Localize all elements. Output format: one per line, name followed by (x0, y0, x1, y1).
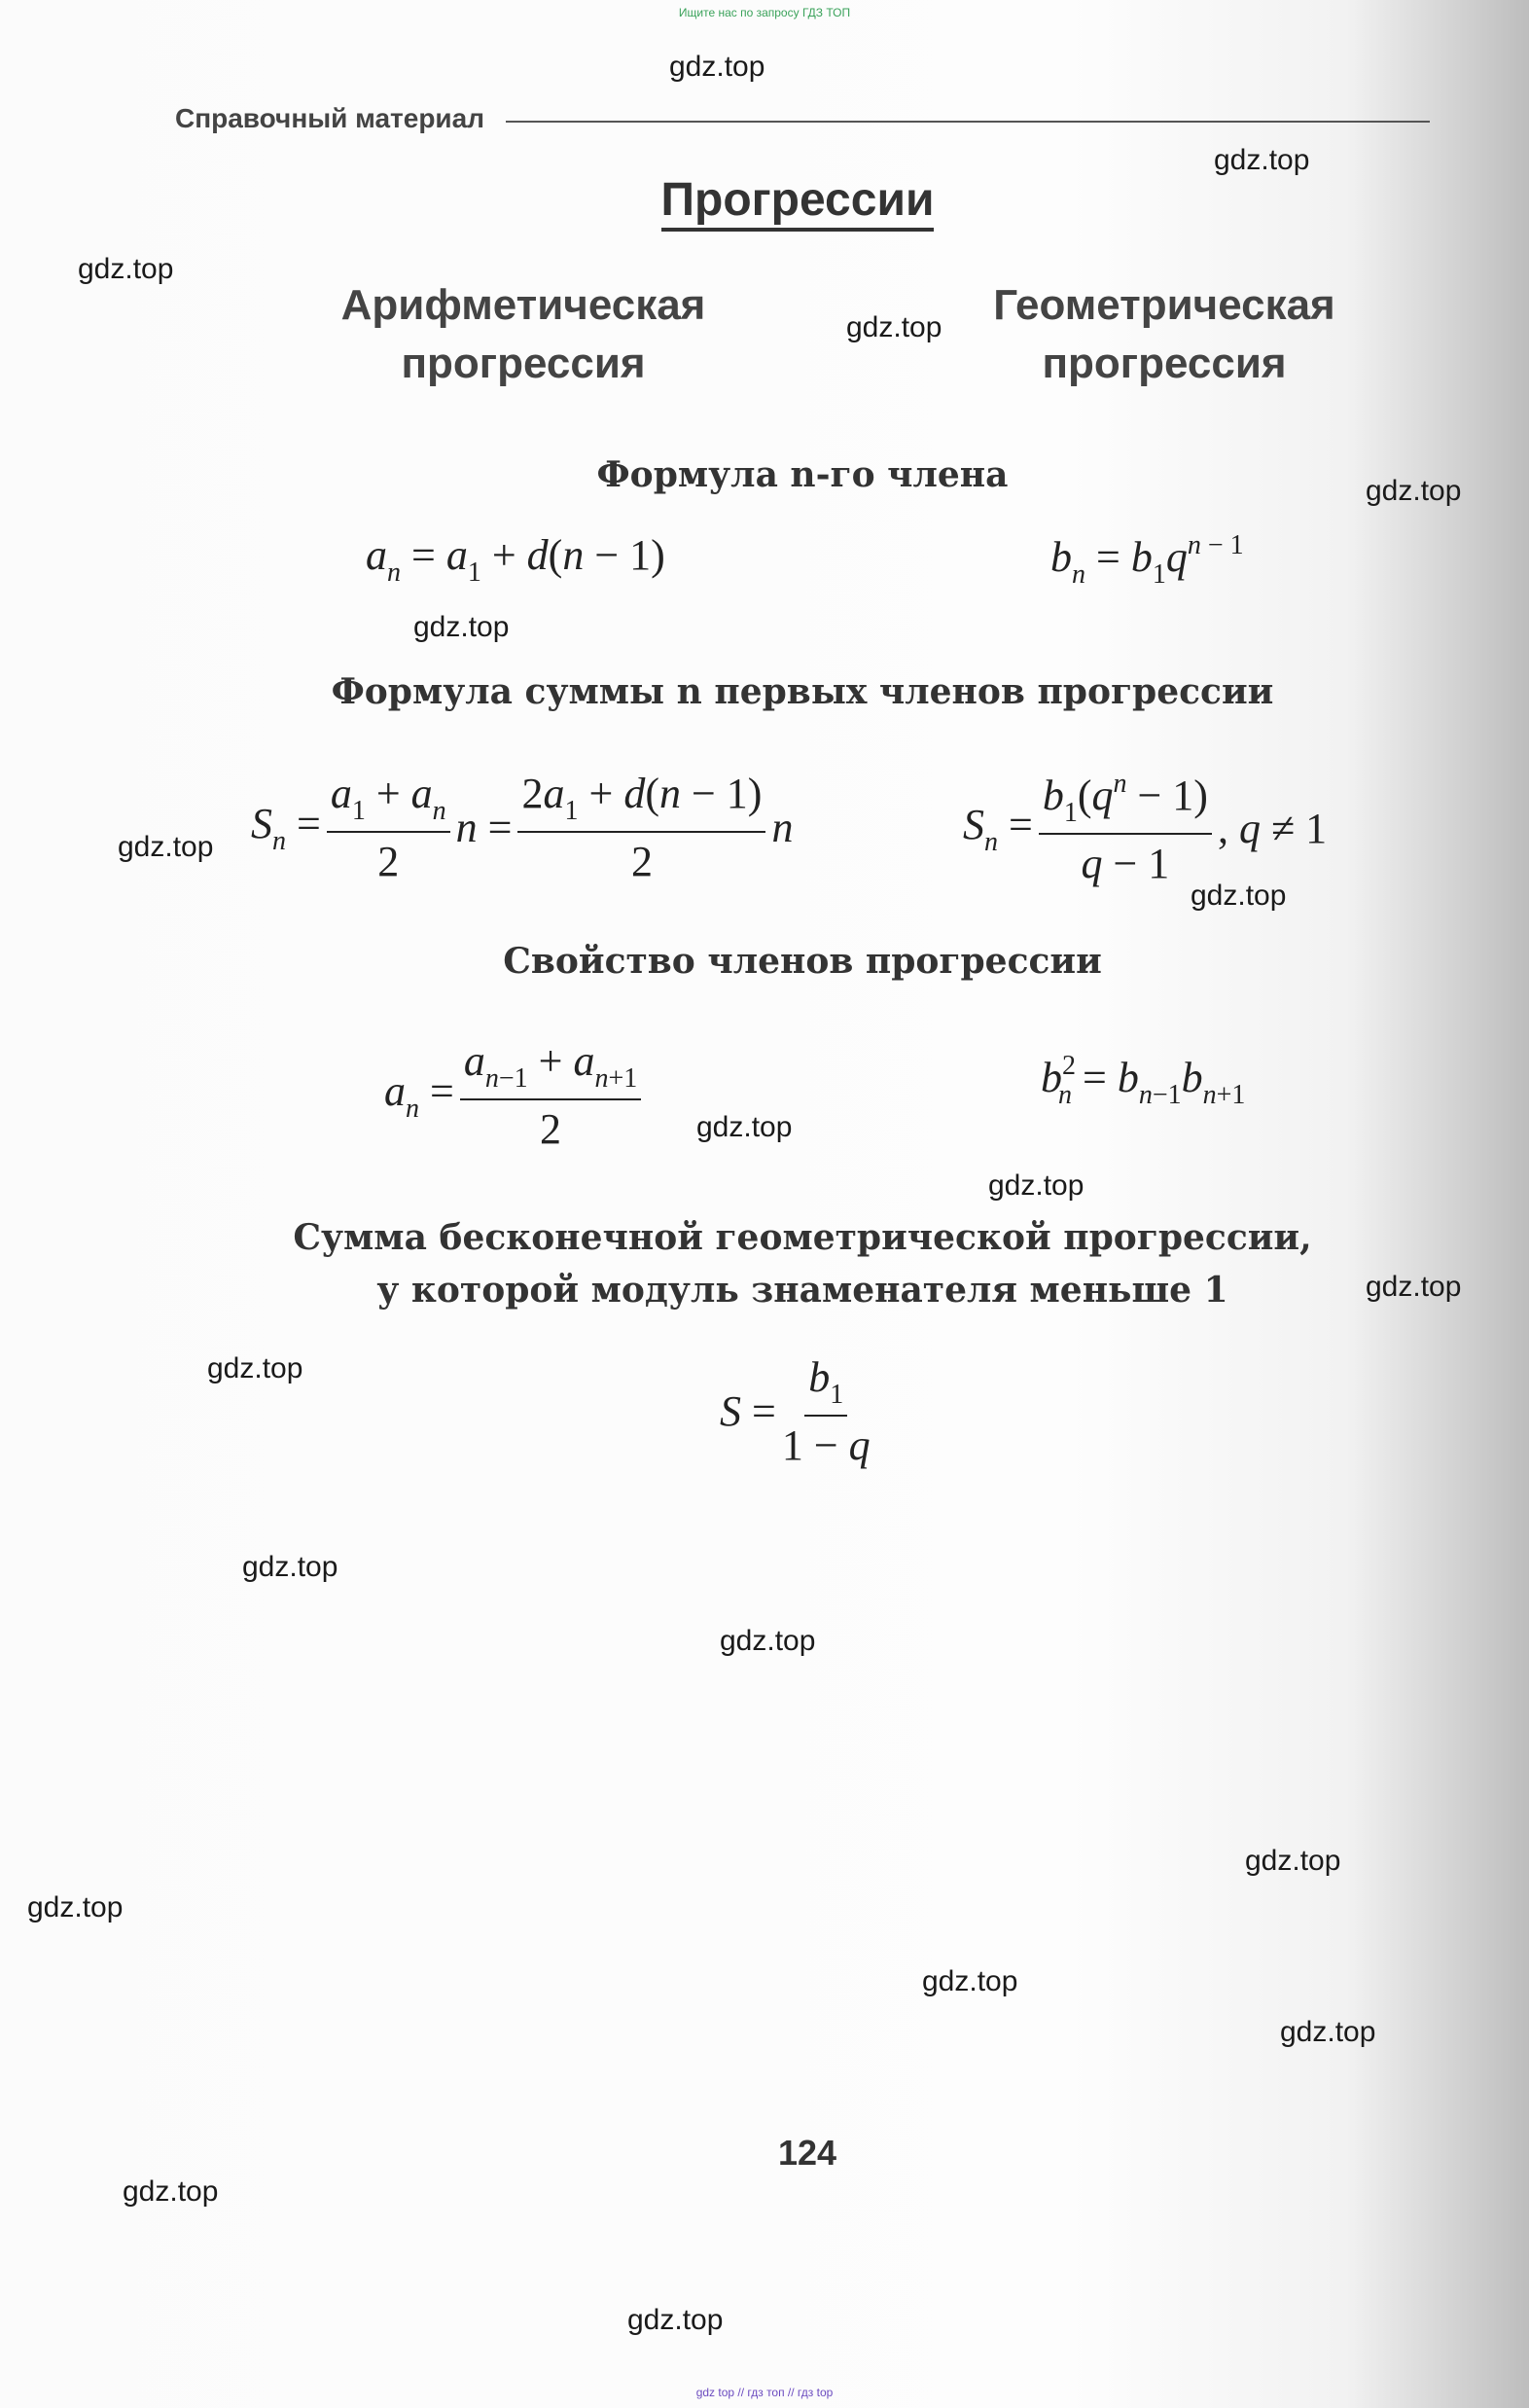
watermark: gdz.top (413, 611, 510, 643)
watermark: gdz.top (207, 1352, 303, 1384)
formula-arith-property: $a_n$ = $\frac{a_{n-1} + a_{n+1}}{2}$ (384, 1036, 647, 1154)
header-title: Справочный материал (175, 103, 485, 133)
watermark: gdz.top (118, 831, 214, 863)
watermark: gdz.top (627, 2304, 724, 2336)
watermark: gdz.top (669, 51, 765, 83)
watermark: gdz.top (1366, 475, 1462, 507)
bottom-note: gdz top // гдз топ // гдз top (695, 2386, 834, 2399)
header-rule (506, 121, 1430, 123)
watermark: gdz.top (846, 311, 942, 343)
section-property: Свойство членов прогрессии (503, 941, 1102, 982)
arithmetic-heading: Арифметическая прогрессия (340, 281, 706, 387)
watermark: gdz.top (27, 1891, 124, 1923)
watermark: gdz.top (1214, 144, 1310, 176)
watermark: gdz.top (123, 2175, 219, 2208)
watermark: gdz.top (922, 1965, 1018, 1997)
watermark: gdz.top (1280, 2016, 1376, 2048)
watermark: gdz.top (720, 1625, 816, 1657)
watermark: gdz.top (696, 1111, 793, 1143)
formula-geom-property: $b^2_n = b_{n-1}b_{n+1}$ (1041, 1051, 1246, 1110)
page-title: Прогрессии (0, 173, 1529, 227)
geometric-heading: Геометрическая прогрессия (993, 281, 1335, 387)
section-sum-n: Формула суммы n первых членов прогрессии (331, 671, 1274, 712)
formula-infinite-sum: S = $\frac{b_1}{1 - q}$ (720, 1353, 871, 1469)
watermark: gdz.top (78, 253, 174, 285)
top-note: Ищите нас по запросу ГДЗ ТОП (678, 6, 851, 19)
section-infinite-sum: Сумма бесконечной геометрической прогрессии, у которой модуль знаменателя меньше 1 (293, 1217, 1312, 1311)
formula-arith-sum: $S_n$ = $\frac{a_1 + a_n}{2}$ n = $\frac{2a_1 + d(n - 1)}{2}$ n (251, 770, 794, 885)
watermark: gdz.top (1366, 1271, 1462, 1303)
section-nth-term: Формула n-го члена (596, 454, 1009, 495)
watermark: gdz.top (242, 1551, 338, 1583)
watermark: gdz.top (1245, 1845, 1341, 1877)
formula-geom-nth: $b_n = b_1q^{n - 1}$ (1050, 530, 1244, 590)
formula-geom-sum: $S_n$ = $\frac{b_1(q^n - 1)}{q - 1}$ , q ≠ 1 (963, 769, 1328, 887)
watermark: gdz.top (1191, 880, 1287, 912)
watermark: gdz.top (988, 1169, 1085, 1202)
page-number: 124 (777, 2133, 837, 2173)
formula-arith-nth: $a_n = a_1 + d(n - 1)$ (366, 531, 665, 588)
running-header (175, 97, 1430, 140)
